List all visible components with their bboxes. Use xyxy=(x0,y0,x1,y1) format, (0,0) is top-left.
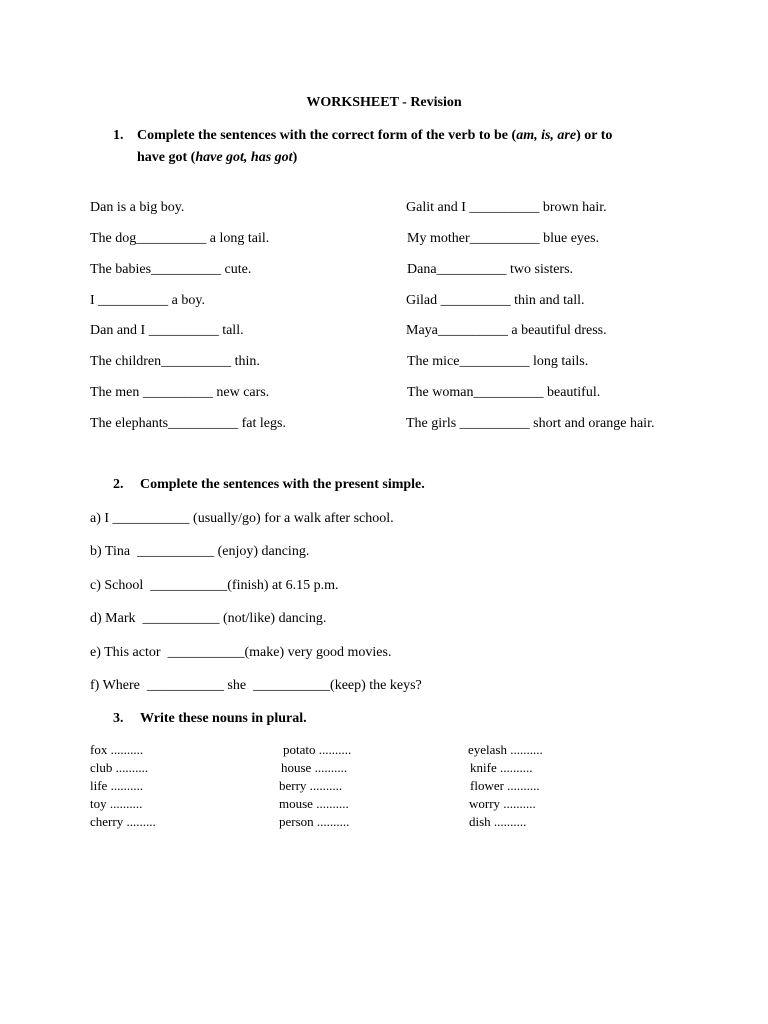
q1-left-sentence: I __________ a boy. xyxy=(90,293,205,308)
q1-heading-text: have got ( xyxy=(137,150,196,165)
q2-item: c) School ___________(finish) at 6.15 p.m. xyxy=(90,578,339,593)
q3-noun: club .......... xyxy=(90,760,149,775)
worksheet-title: WORKSHEET - Revision xyxy=(306,95,462,110)
q1-left-sentence: The dog__________ a long tail. xyxy=(90,231,270,246)
q3-noun: berry .......... xyxy=(279,778,343,793)
q3-noun: person .......... xyxy=(279,814,350,829)
q2-item: a) I ___________ (usually/go) for a walk after school. xyxy=(90,511,394,526)
q2-item: d) Mark ___________ (not/like) dancing. xyxy=(90,611,327,626)
q3-noun: potato .......... xyxy=(283,742,352,757)
q3-noun: life .......... xyxy=(90,778,144,793)
q1-right-sentence: The woman__________ beautiful. xyxy=(407,385,601,400)
q1-left-sentence: Dan is a big boy. xyxy=(90,200,185,215)
q1-number: 1. xyxy=(113,128,124,143)
q2-number: 2. xyxy=(113,477,124,492)
q1-heading-text: Complete the sentences with the correct form of the verb to be ( xyxy=(137,128,517,143)
q1-left-sentence: The elephants__________ fat legs. xyxy=(90,416,286,431)
q1-heading-text: ) xyxy=(292,150,298,165)
q3-noun: flower .......... xyxy=(470,778,540,793)
q1-heading-text: ) or to xyxy=(576,128,613,143)
q3-noun: house .......... xyxy=(281,760,348,775)
q3-noun: worry .......... xyxy=(469,796,536,811)
q3-noun: dish .......... xyxy=(469,814,527,829)
q1-left-sentence: Dan and I __________ tall. xyxy=(90,323,244,338)
q1-heading-line2 xyxy=(137,150,297,166)
q1-right-sentence: The girls __________ short and orange hair. xyxy=(406,416,655,431)
q1-right-sentence: Maya__________ a beautiful dress. xyxy=(406,323,607,338)
q1-heading-italic: have got, has got xyxy=(195,150,293,165)
q3-noun: mouse .......... xyxy=(279,796,349,811)
q1-right-sentence: Galit and I __________ brown hair. xyxy=(406,200,607,215)
q3-number: 3. xyxy=(113,711,124,726)
q1-left-sentence: The men __________ new cars. xyxy=(90,385,270,400)
q3-noun: eyelash .......... xyxy=(468,742,543,757)
q2-item: e) This actor ___________(make) very good movies. xyxy=(90,645,392,660)
q1-right-sentence: Dana__________ two sisters. xyxy=(407,262,574,277)
q1-heading-italic: am, is, are xyxy=(516,128,577,143)
q3-noun: cherry ......... xyxy=(90,814,156,829)
q3-heading: Write these nouns in plural. xyxy=(140,711,307,726)
q3-noun: toy .......... xyxy=(90,796,143,811)
q1-heading-line1 xyxy=(137,128,612,144)
q2-item: b) Tina ___________ (enjoy) dancing. xyxy=(90,544,310,559)
q1-left-sentence: The babies__________ cute. xyxy=(90,262,252,277)
q1-right-sentence: My mother__________ blue eyes. xyxy=(407,231,600,246)
q2-heading: Complete the sentences with the present simple. xyxy=(140,477,425,492)
q2-item: f) Where ___________ she ___________(keep) the keys? xyxy=(90,678,422,693)
q1-right-sentence: The mice__________ long tails. xyxy=(407,354,589,369)
q3-noun: knife .......... xyxy=(470,760,533,775)
q3-noun: fox .......... xyxy=(90,742,144,757)
q1-left-sentence: The children__________ thin. xyxy=(90,354,260,369)
q1-right-sentence: Gilad __________ thin and tall. xyxy=(406,293,585,308)
